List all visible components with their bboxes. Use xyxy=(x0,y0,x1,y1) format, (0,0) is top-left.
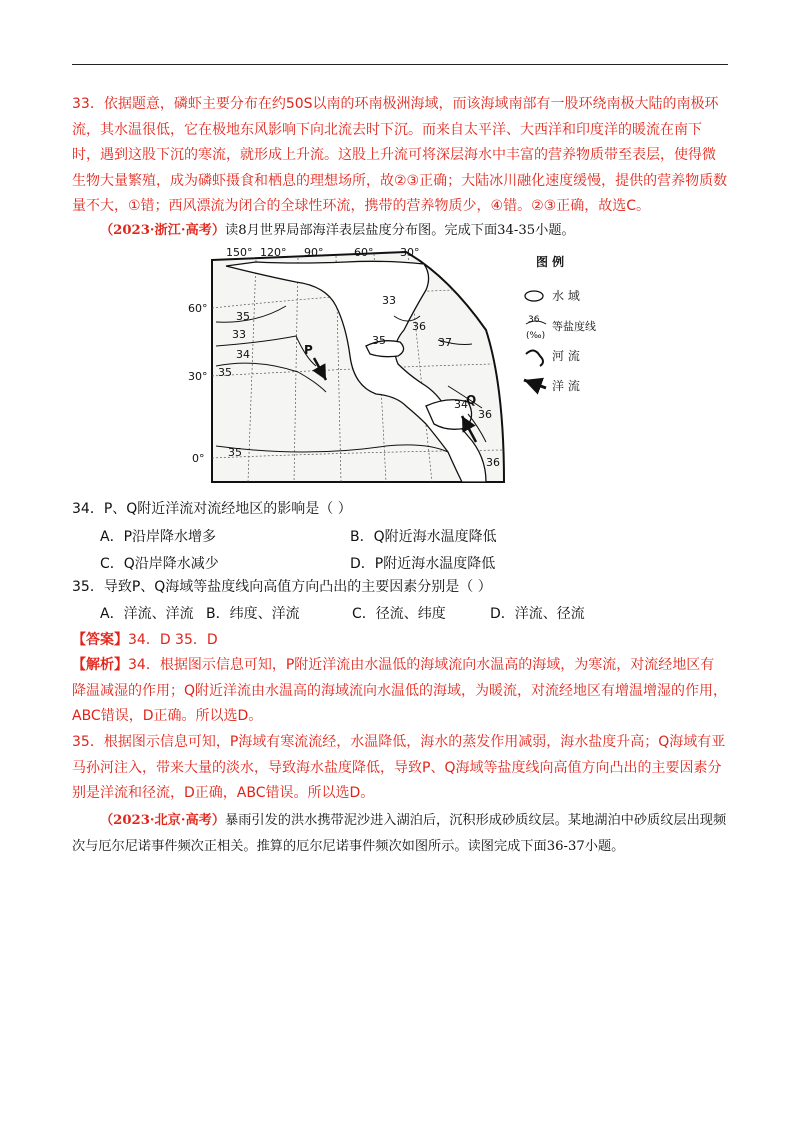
lon-label: 90° xyxy=(304,246,324,259)
q35-option-a: A．洋流、洋流 xyxy=(100,606,194,622)
lon-label: 60° xyxy=(354,246,374,259)
q35-option-d: D．洋流、径流 xyxy=(490,606,585,622)
legend-current-label: 洋 流 xyxy=(552,379,580,393)
header-rule xyxy=(72,64,728,65)
point-p-label: P xyxy=(304,343,313,357)
isoline-label: 35 xyxy=(372,334,386,347)
legend-title: 图 例 xyxy=(536,255,565,269)
isoline-label: 35 xyxy=(236,310,250,323)
intro-source: （2023·浙江·高考） xyxy=(100,223,226,238)
lon-label: 120° xyxy=(260,246,287,259)
lon-label: 150° xyxy=(226,246,253,259)
isoline-label: 33 xyxy=(382,294,396,307)
analysis-35: 35．根据图示信息可知，P海域有寒流流经，水温降低，海水的蒸发作用减弱，海水盐度升高；Q海域有亚马孙河注入，带来大量的淡水，导致海水盐度降低，导致P、Q海域等盐度线向高值方向凸出的主要因素分别是洋流和径流，D正确，ABC错误。所以选D。 xyxy=(72,734,726,801)
salinity-map xyxy=(186,246,618,486)
analysis-34 xyxy=(72,653,728,730)
legend-isoline-sample: 36 xyxy=(528,315,540,325)
isoline-label: 33 xyxy=(232,328,246,341)
isoline-label: 35 xyxy=(218,366,232,379)
isoline-label: 34 xyxy=(454,398,468,411)
intro-text: 读8月世界局部海洋表层盐度分布图。完成下面34-35小题。 xyxy=(225,223,575,238)
lat-label: 30° xyxy=(188,370,208,383)
q34-option-d: D．P附近海水温度降低 xyxy=(350,556,496,572)
map-legend xyxy=(524,254,596,393)
water-outline-icon xyxy=(525,291,543,301)
q34-option-b: B．Q附近海水温度降低 xyxy=(350,529,497,545)
isoline-label: 36 xyxy=(478,408,492,421)
isoline-label: 37 xyxy=(438,336,452,349)
legend-river-label: 河 流 xyxy=(552,349,580,363)
q35-option-b: B．纬度、洋流 xyxy=(206,606,300,622)
point-q-label: Q xyxy=(466,393,477,407)
analysis-tag: 【解析】 xyxy=(72,657,128,673)
salinity-map-figure xyxy=(186,246,618,486)
isoline-label: 35 xyxy=(228,446,242,459)
lon-label: 30° xyxy=(400,246,420,259)
answer-text: 34．D 35．D xyxy=(128,632,218,648)
q34-stem: 34．P、Q附近洋流对流经地区的影响是（ ） xyxy=(72,501,352,517)
answer-line xyxy=(72,628,218,652)
intro2-source: （2023·北京·高考） xyxy=(100,813,226,828)
isoline-label: 36 xyxy=(412,320,426,333)
answer-tag: 【答案】 xyxy=(72,632,128,648)
river-icon xyxy=(526,350,543,366)
q36-37-intro xyxy=(72,808,728,860)
lat-label: 60° xyxy=(188,302,208,315)
isoline-label: 34 xyxy=(236,348,250,361)
q35-option-c: C．径流、纬度 xyxy=(352,606,446,622)
legend-water-label: 水 域 xyxy=(552,289,580,303)
legend-isoline-unit: (‰) xyxy=(526,331,546,341)
intro2-text: 暴雨引发的洪水携带泥沙进入湖泊后，沉积形成砂质纹层。某地湖泊中砂质纹层出现频次与厄尔尼诺事件频次正相关。推算的厄尔尼诺事件频次如图所示。读图完成下面36-37小题。 xyxy=(72,813,727,854)
q34-option-a: A．P沿岸降水增多 xyxy=(100,529,217,545)
current-arrow-icon xyxy=(524,380,546,388)
q34-35-intro xyxy=(72,218,728,244)
q34-option-c: C．Q沿岸降水减少 xyxy=(100,556,219,572)
isoline-label: 36 xyxy=(486,456,500,469)
q33-explanation: 33．依据题意，磷虾主要分布在约50S以南的环南极洲海域，而该海域南部有一股环绕南极大陆的南极环流，其水温很低，它在极地东风影响下向北流去时下沉。而来自太平洋、大西洋和印度洋的暖流在南下时，遇到这股下沉的寒流，就形成上升流。这股上升流可将深层海水中丰富的营养物质带至表层，使得微生物大量繁殖，成为磷虾摄食和栖息的理想场所，故②③正确；大陆冰川融化速度缓慢，提供的营养物质数量不大，①错；西风漂流为闭合的全球性环流，携带的营养物质少，④错。②③正确，故选C。 xyxy=(72,96,728,214)
legend-isoline-label: 等盐度线 xyxy=(552,320,596,333)
analysis-34-text: 34．根据图示信息可知，P附近洋流由水温低的海域流向水温高的海域，为寒流，对流经地区有降温减湿的作用；Q附近洋流由水温高的海域流向水温低的海域，为暖流，对流经地区有增温增湿的作用，ABC错误，D正确。所以选D。 xyxy=(72,657,728,724)
lat-label: 0° xyxy=(192,452,205,465)
q35-stem: 35．导致P、Q海域等盐度线向高值方向凸出的主要因素分别是（ ） xyxy=(72,579,492,595)
